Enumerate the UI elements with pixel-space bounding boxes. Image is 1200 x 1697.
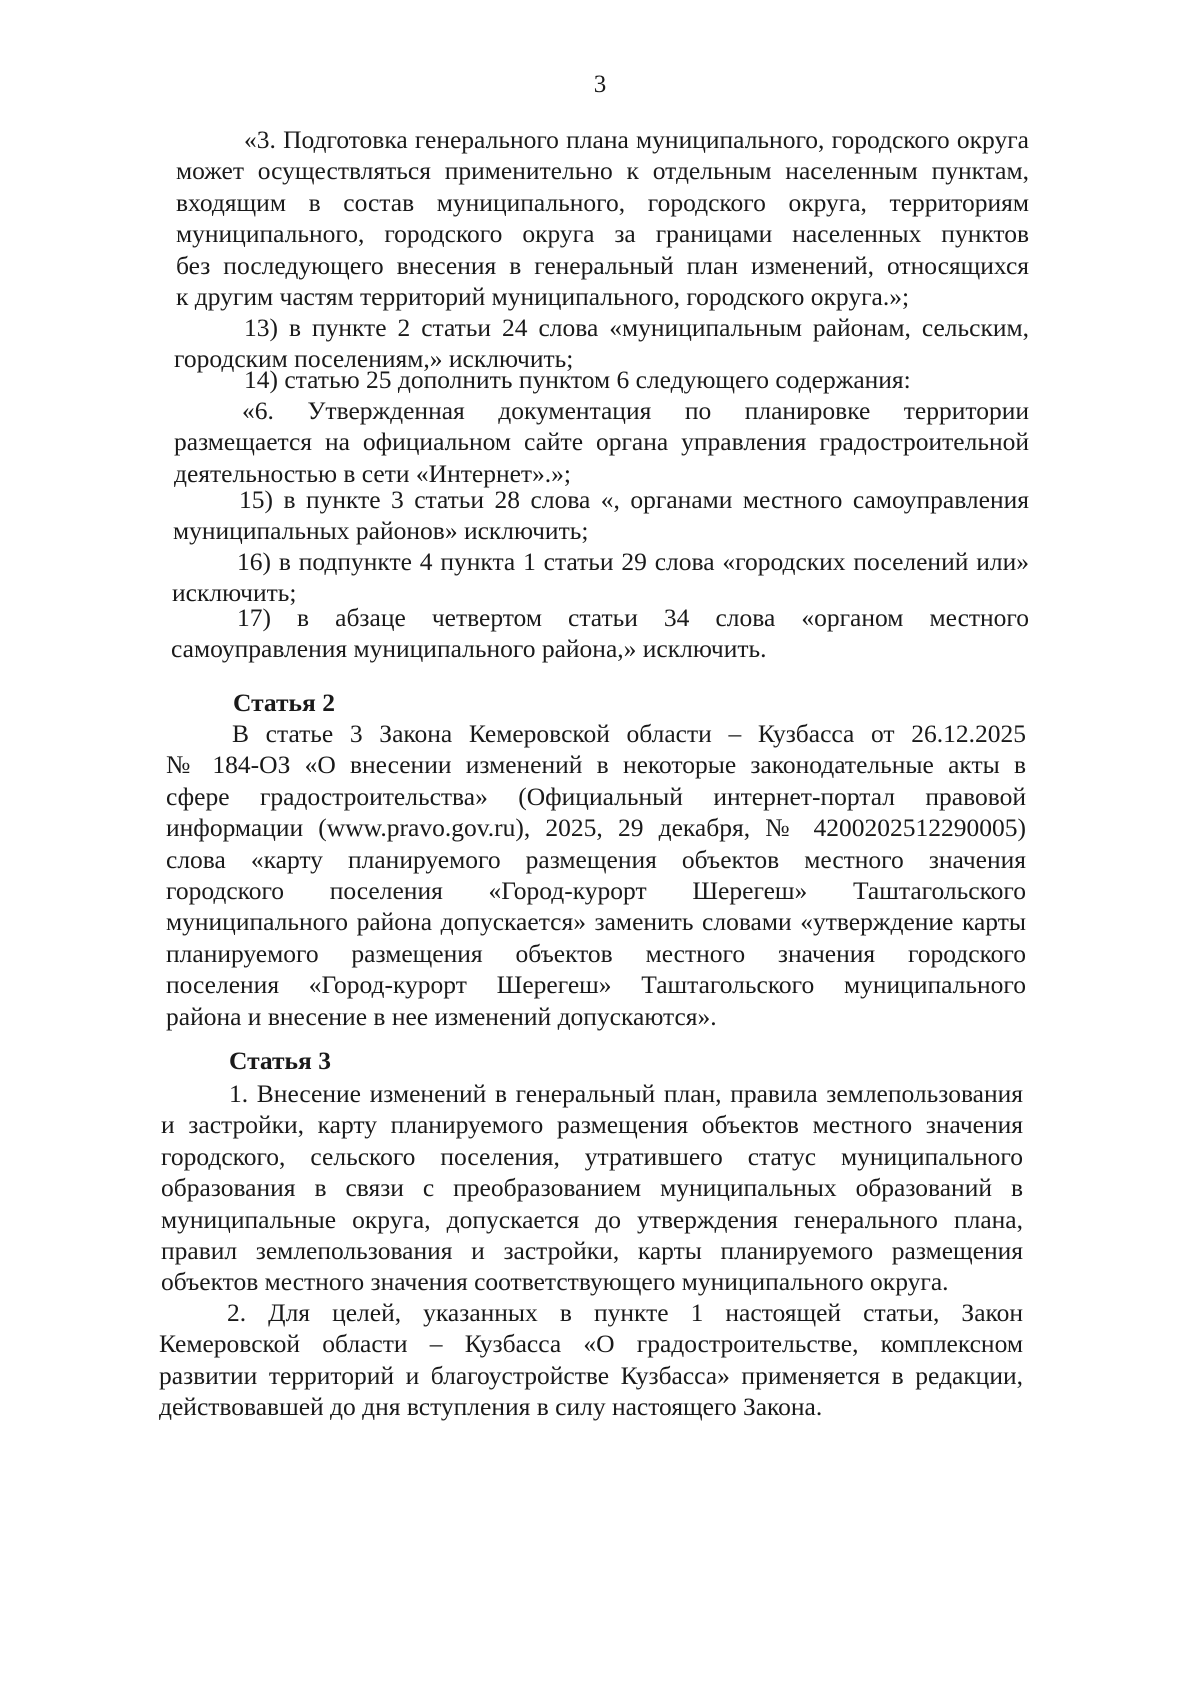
- text-line: Кемеровской области – Кузбасса «О градостроительстве, комплексном: [159, 1329, 1023, 1359]
- text-line: слова «карту планируемого размещения объектов местного значения: [166, 844, 1026, 874]
- text-line: может осуществляться применительно к отдельным населенным пунктам,: [176, 156, 1029, 186]
- article-2-body: [166, 718, 1026, 1032]
- text-line: «3. Подготовка генерального плана муниципального, городского округа: [244, 125, 1029, 154]
- text-line: поселения «Город-курорт Шерегеш» Таштагольского муниципального: [166, 970, 1026, 1000]
- text-line: объектов местного значения соответствующего муниципального округа.: [161, 1267, 949, 1297]
- text-line: самоуправления муниципального района,» исключить.: [171, 634, 767, 664]
- text-line: входящим в состав муниципального, городского округа, территориям: [176, 187, 1029, 217]
- text-line: 14) статью 25 дополнить пунктом 6 следующего содержания:: [244, 365, 911, 394]
- text-line: городским поселениям,» исключить;: [174, 344, 574, 374]
- text-line: муниципальные округа, допускается до утверждения генерального плана,: [161, 1204, 1023, 1234]
- text-line: без последующего внесения в генеральный план изменений, относящихся: [176, 250, 1029, 280]
- item-17: [171, 602, 1029, 665]
- text-line: муниципального, городского округа за границами населенных пунктов: [176, 219, 1029, 249]
- text-line: В статье 3 Закона Кемеровской области – Кузбасса от 26.12.2025: [232, 719, 1026, 748]
- text-line: сфере градостроительства» (Официальный интернет-портал правовой: [166, 781, 1026, 811]
- text-line: городского поселения «Город-курорт Шерегеш» Таштагольского: [166, 876, 1026, 906]
- text-line: 2. Для целей, указанных в пункте 1 настоящей статьи, Закон: [227, 1298, 1023, 1327]
- text-line: муниципального района допускается» заменить словами «утверждение карты: [166, 907, 1026, 937]
- text-line: 13) в пункте 2 статьи 24 слова «муниципальным районам, сельским,: [244, 313, 1029, 342]
- text-line: размещается на официальном сайте органа управления градостроительной: [174, 427, 1029, 457]
- text-line: развитии территорий и благоустройстве Кузбасса» применяется в редакции,: [159, 1360, 1023, 1390]
- text-line: и застройки, карту планируемого размещения объектов местного значения: [161, 1110, 1023, 1140]
- article-3-heading: Статья 3: [229, 1046, 331, 1075]
- text-line: № 184-ОЗ «О внесении изменений в некоторые законодательные акты в: [166, 750, 1026, 780]
- text-line: «6. Утвержденная документация по планировке территории: [242, 396, 1029, 425]
- text-line: района и внесение в нее изменений допускаются».: [166, 1001, 717, 1031]
- text-line: городского, сельского поселения, утратившего статус муниципального: [161, 1141, 1023, 1171]
- page-number: 3: [593, 71, 607, 98]
- article-2-heading: Статья 2: [233, 688, 335, 717]
- text-line: 17) в абзаце четвертом статьи 34 слова «органом местного: [237, 603, 1029, 632]
- article-3-paragraph-2: [159, 1297, 1023, 1423]
- text-line: исключить;: [172, 578, 297, 608]
- text-line: информации (www.pravo.gov.ru), 2025, 29 декабря, № 4200202512290005): [166, 813, 1026, 843]
- article-3-paragraph-1: [161, 1078, 1023, 1298]
- text-line: 16) в подпункте 4 пункта 1 статьи 29 слова «городских поселений или»: [237, 547, 1029, 576]
- item-14: [174, 364, 1029, 395]
- text-line: действовавшей до дня вступления в силу настоящего Закона.: [159, 1392, 823, 1422]
- item-16: [172, 546, 1029, 609]
- text-line: деятельностью в сети «Интернет».»;: [174, 458, 572, 488]
- item-14-quote: [174, 395, 1029, 489]
- text-line: 1. Внесение изменений в генеральный план, правила землепользования: [229, 1079, 1023, 1108]
- text-line: планируемого размещения объектов местного значения городского: [166, 938, 1026, 968]
- text-line: образования в связи с преобразованием муниципальных образований в: [161, 1173, 1023, 1203]
- text-line: муниципальных районов» исключить;: [173, 516, 589, 546]
- item-15: [173, 484, 1029, 547]
- intro-paragraph: [176, 124, 1029, 312]
- text-line: к другим частям территорий муниципального, городского округа.»;: [176, 282, 910, 312]
- text-line: 15) в пункте 3 статьи 28 слова «, органами местного самоуправления: [239, 485, 1029, 514]
- text-line: правил землепользования и застройки, карты планируемого размещения: [161, 1236, 1023, 1266]
